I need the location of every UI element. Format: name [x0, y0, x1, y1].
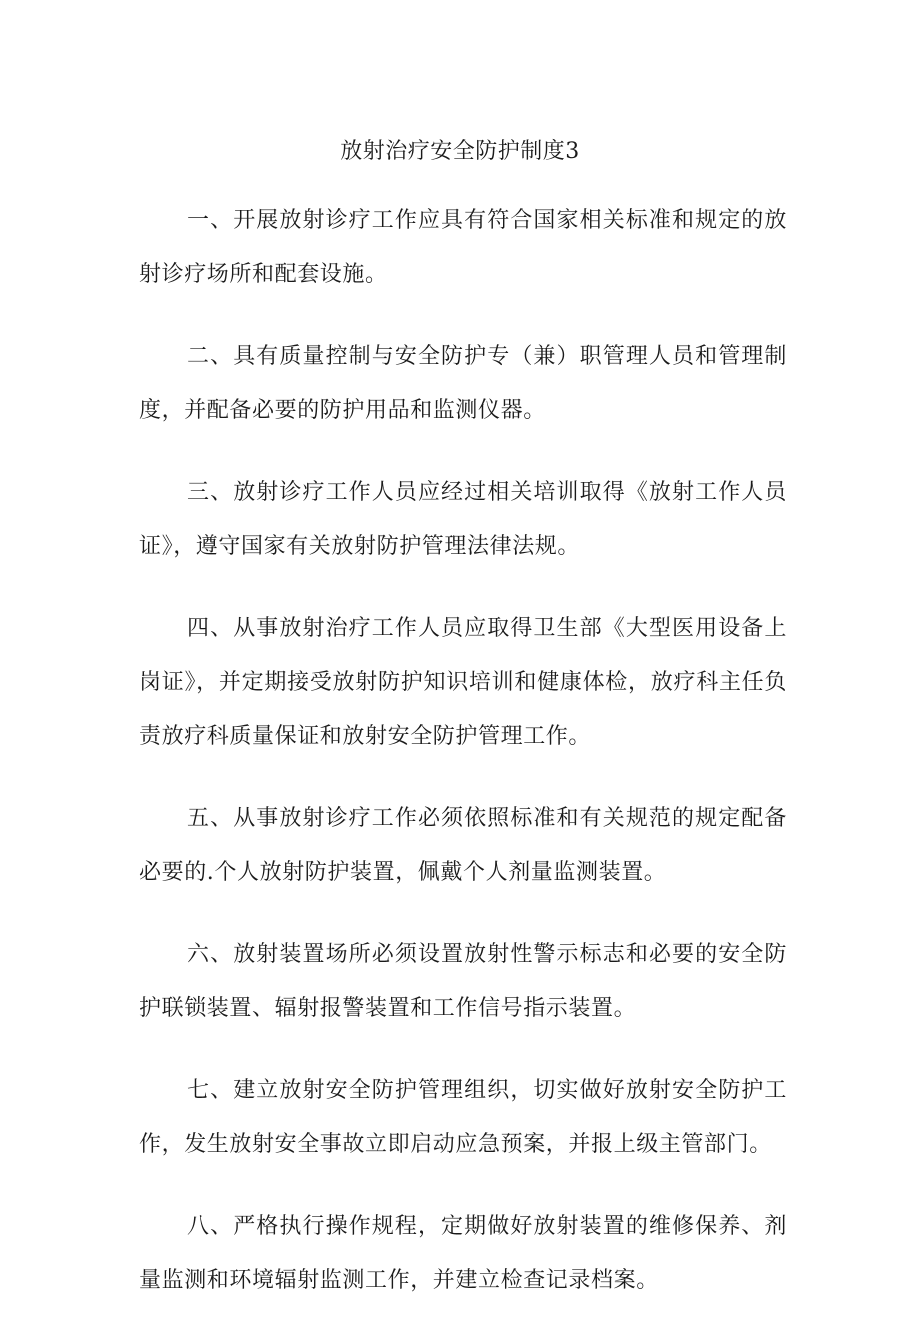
paragraph-8: 八、严格执行操作规程，定期做好放射装置的维修保养、剂量监测和环境辐射监测工作，并建立检查记录档案。	[139, 1214, 787, 1293]
paragraph-5: 五、从事放射诊疗工作必须依照标准和有关规范的规定配备必要的.个人放射防护装置，佩戴个人剂量监测装置。	[139, 806, 787, 885]
paragraph-1: 一、开展放射诊疗工作应具有符合国家相关标准和规定的放射诊疗场所和配套设施。	[139, 208, 787, 287]
paragraph-4: 四、从事放射治疗工作人员应取得卫生部《大型医用设备上岗证》，并定期接受放射防护知识培训和健康体检，放疗科主任负责放疗科质量保证和放射安全防护管理工作。	[139, 616, 787, 749]
document-body	[139, 194, 787, 1336]
paragraph-3: 三、放射诊疗工作人员应经过相关培训取得《放射工作人员证》，遵守国家有关放射防护管理法律法规。	[139, 480, 787, 559]
paragraph-7: 七、建立放射安全防护管理组织，切实做好放射安全防护工作，发生放射安全事故立即启动应急预案，并报上级主管部门。	[139, 1078, 787, 1157]
paragraph-2: 二、具有质量控制与安全防护专（兼）职管理人员和管理制度，并配备必要的防护用品和监测仪器。	[139, 344, 787, 423]
paragraph-6: 六、放射装置场所必须设置放射性警示标志和必要的安全防护联锁装置、辐射报警装置和工作信号指示装置。	[139, 942, 787, 1021]
document-title: 放射治疗安全防护制度3	[340, 139, 580, 164]
